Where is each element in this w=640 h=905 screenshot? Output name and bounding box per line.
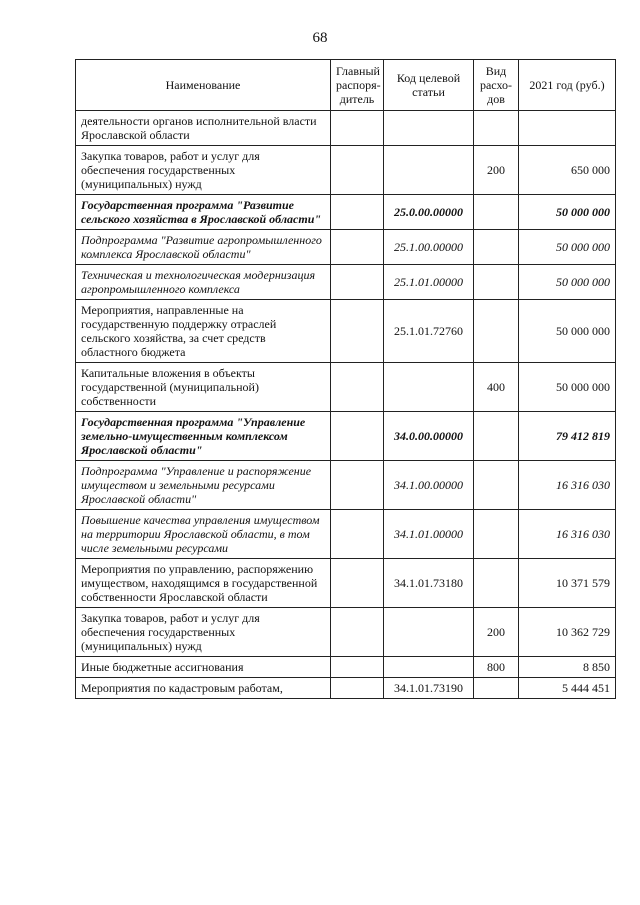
- row-name-cell: Мероприятия, направленные на государственную поддержку отраслей сельского хозяйства, за счет средств областного бюджета: [76, 300, 331, 363]
- row-code-cell: [384, 363, 474, 412]
- row-code-cell: 25.1.01.00000: [384, 265, 474, 300]
- row-manager-cell: [331, 608, 384, 657]
- table-row: [76, 461, 616, 510]
- table-row: [76, 412, 616, 461]
- row-amount-cell: 8 850: [519, 657, 616, 678]
- row-name-cell: Закупка товаров, работ и услуг для обеспечения государственных (муниципальных) нужд: [76, 608, 331, 657]
- table-row: [76, 195, 616, 230]
- header-kind: Вид расхо-дов: [474, 60, 519, 111]
- row-amount-cell: 50 000 000: [519, 265, 616, 300]
- row-kind-cell: 400: [474, 363, 519, 412]
- row-name-cell: Закупка товаров, работ и услуг для обеспечения государственных (муниципальных) нужд: [76, 146, 331, 195]
- row-code-cell: 25.1.01.72760: [384, 300, 474, 363]
- row-kind-cell: [474, 678, 519, 699]
- row-manager-cell: [331, 111, 384, 146]
- row-manager-cell: [331, 510, 384, 559]
- header-name: Наименование: [76, 60, 331, 111]
- row-amount-cell: [519, 111, 616, 146]
- row-code-cell: [384, 146, 474, 195]
- row-amount-cell: 16 316 030: [519, 510, 616, 559]
- row-name-cell: Государственная программа "Управление земельно-имущественным комплексом Ярославской области": [76, 412, 331, 461]
- table-row: [76, 657, 616, 678]
- row-kind-cell: 800: [474, 657, 519, 678]
- row-name-cell: Капитальные вложения в объекты государственной (муниципальной) собственности: [76, 363, 331, 412]
- row-amount-cell: 5 444 451: [519, 678, 616, 699]
- table-row: [76, 608, 616, 657]
- row-amount-cell: 650 000: [519, 146, 616, 195]
- row-name-cell: Техническая и технологическая модернизация агропромышленного комплекса: [76, 265, 331, 300]
- row-manager-cell: [331, 300, 384, 363]
- row-kind-cell: [474, 111, 519, 146]
- row-name-cell: Мероприятия по управлению, распоряжению имуществом, находящимся в государственной собственности Ярославской области: [76, 559, 331, 608]
- row-code-cell: 34.1.01.00000: [384, 510, 474, 559]
- row-manager-cell: [331, 146, 384, 195]
- row-kind-cell: 200: [474, 608, 519, 657]
- row-kind-cell: [474, 461, 519, 510]
- row-manager-cell: [331, 195, 384, 230]
- row-amount-cell: 16 316 030: [519, 461, 616, 510]
- row-code-cell: 25.0.00.00000: [384, 195, 474, 230]
- row-name-cell: Подпрограмма "Развитие агропромышленного комплекса Ярославской области": [76, 230, 331, 265]
- table-row: [76, 111, 616, 146]
- table-row: [76, 146, 616, 195]
- table-row: [76, 510, 616, 559]
- row-kind-cell: 200: [474, 146, 519, 195]
- row-amount-cell: 50 000 000: [519, 230, 616, 265]
- row-amount-cell: 50 000 000: [519, 195, 616, 230]
- table-body: [76, 111, 616, 699]
- table-header-row: [76, 60, 616, 111]
- table-row: [76, 678, 616, 699]
- row-amount-cell: 79 412 819: [519, 412, 616, 461]
- row-code-cell: 34.0.00.00000: [384, 412, 474, 461]
- row-manager-cell: [331, 461, 384, 510]
- row-kind-cell: [474, 412, 519, 461]
- row-manager-cell: [331, 657, 384, 678]
- table-row: [76, 265, 616, 300]
- row-manager-cell: [331, 363, 384, 412]
- row-amount-cell: 10 362 729: [519, 608, 616, 657]
- table-row: [76, 230, 616, 265]
- row-manager-cell: [331, 559, 384, 608]
- row-manager-cell: [331, 412, 384, 461]
- row-manager-cell: [331, 678, 384, 699]
- row-name-cell: Иные бюджетные ассигнования: [76, 657, 331, 678]
- row-code-cell: [384, 608, 474, 657]
- row-amount-cell: 50 000 000: [519, 300, 616, 363]
- row-amount-cell: 10 371 579: [519, 559, 616, 608]
- row-manager-cell: [331, 230, 384, 265]
- row-amount-cell: 50 000 000: [519, 363, 616, 412]
- table-row: [76, 363, 616, 412]
- row-kind-cell: [474, 265, 519, 300]
- row-name-cell: Повышение качества управления имуществом на территории Ярославской области, в том числе земельными ресурсами: [76, 510, 331, 559]
- row-code-cell: 25.1.00.00000: [384, 230, 474, 265]
- row-kind-cell: [474, 559, 519, 608]
- page-number: 68: [312, 30, 328, 46]
- row-code-cell: [384, 657, 474, 678]
- row-kind-cell: [474, 230, 519, 265]
- table-row: [76, 300, 616, 363]
- header-amount: 2021 год (руб.): [519, 60, 616, 111]
- row-kind-cell: [474, 195, 519, 230]
- row-name-cell: Мероприятия по кадастровым работам,: [76, 678, 331, 699]
- row-name-cell: Подпрограмма "Управление и распоряжение имуществом и земельными ресурсами Ярославской области": [76, 461, 331, 510]
- row-code-cell: 34.1.01.73180: [384, 559, 474, 608]
- row-kind-cell: [474, 300, 519, 363]
- row-code-cell: 34.1.00.00000: [384, 461, 474, 510]
- row-kind-cell: [474, 510, 519, 559]
- table-row: [76, 559, 616, 608]
- row-manager-cell: [331, 265, 384, 300]
- row-code-cell: 34.1.01.73190: [384, 678, 474, 699]
- row-name-cell: деятельности органов исполнительной власти Ярославской области: [76, 111, 331, 146]
- row-name-cell: Государственная программа "Развитие сельского хозяйства в Ярославской области": [76, 195, 331, 230]
- budget-table: [75, 59, 616, 699]
- header-manager: Главный распоря-дитель: [331, 60, 384, 111]
- row-code-cell: [384, 111, 474, 146]
- header-code: Код целевой статьи: [384, 60, 474, 111]
